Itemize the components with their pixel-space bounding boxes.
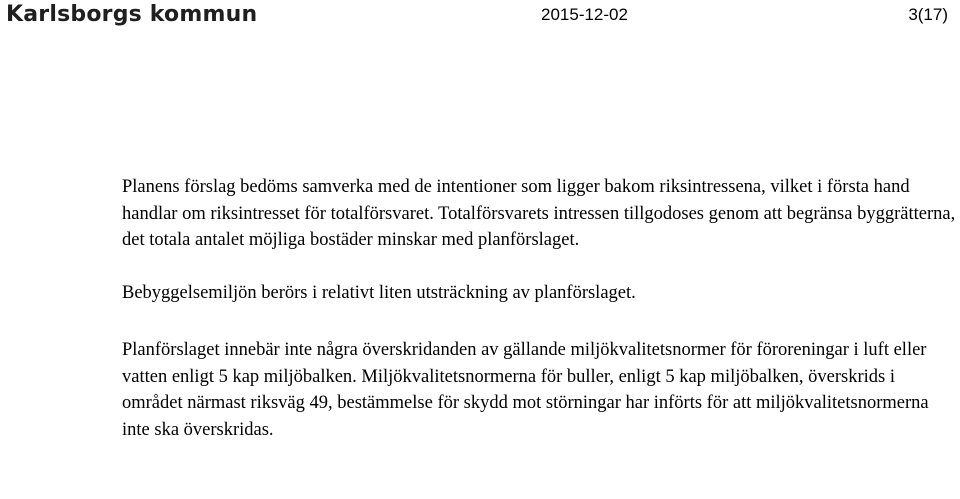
- page-header: [0, 0, 960, 34]
- municipality-logo: Karlsborgs kommun: [6, 2, 258, 27]
- document-body: [122, 174, 956, 443]
- paragraph: Bebyggelsemiljön berörs i relativt liten utsträckning av planförslaget.: [122, 282, 636, 303]
- page-number: 3(17): [908, 5, 948, 24]
- document-date: 2015-12-02: [541, 5, 628, 24]
- paragraph: Planförslaget innebär inte några överskridanden av gällande miljökvalitetsnormer för föroreningar i luft eller vatten enligt 5 kap miljöbalken. Miljökvalitetsnormerna för buller, enligt 5 kap miljöbalken, överskrids i området närmast riksväg 49, bestämmelse för skydd mot störningar har införts för att miljökvalitetsnormerna inte ska överskridas.: [122, 340, 929, 440]
- paragraph: Planens förslag bedöms samverka med de intentioner som ligger bakom riksintressena, vilket i första hand handlar om riksintresset för totalförsvaret. Totalförsvarets intressen tillgodoses genom att begränsa byggrätterna, det totala antalet möjliga bostäder minskar med planförslaget.: [122, 177, 956, 250]
